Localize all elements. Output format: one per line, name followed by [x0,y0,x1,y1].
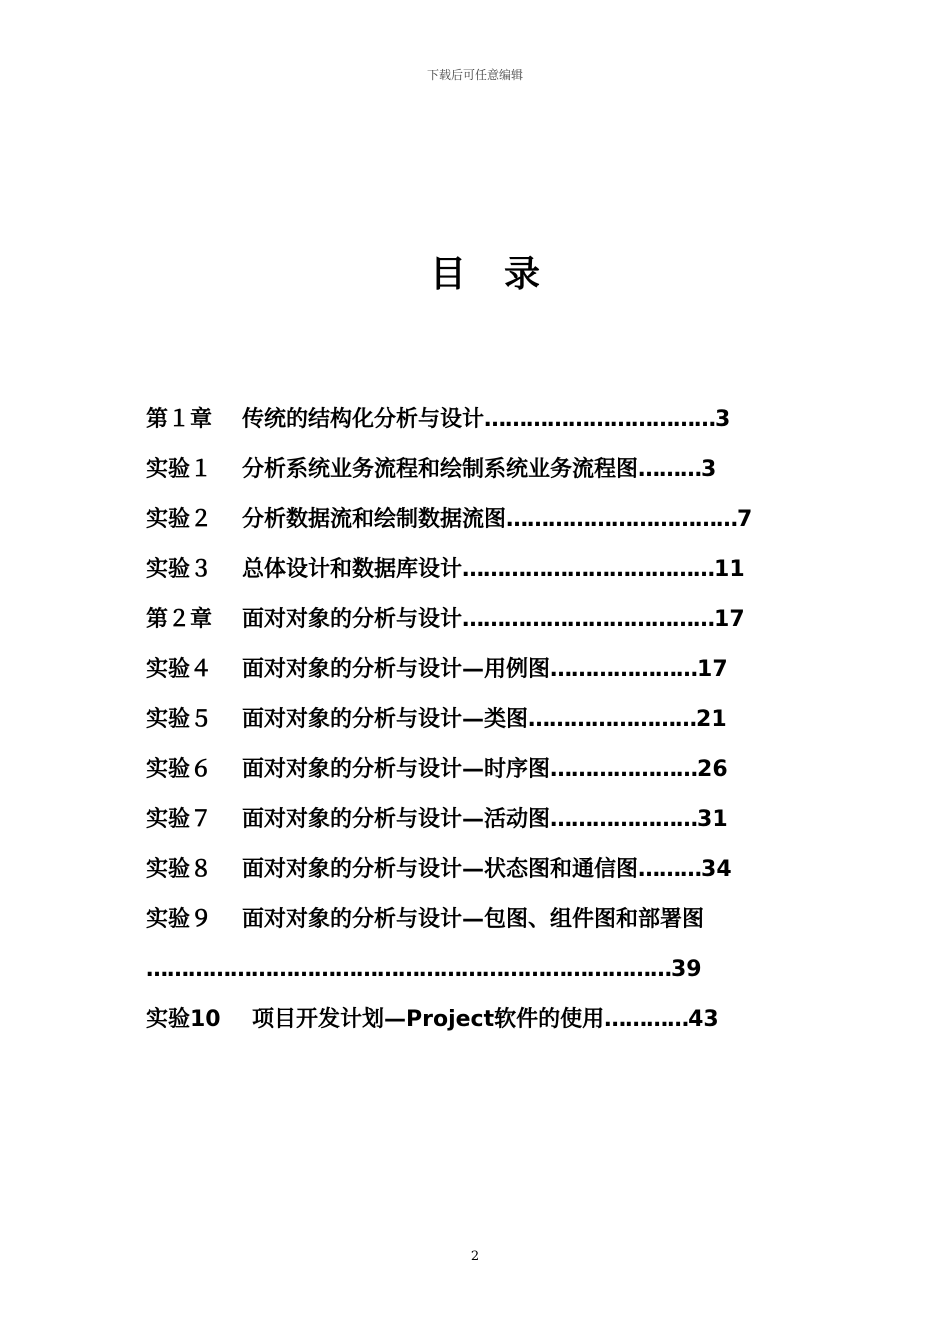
toc-entry-leader: ……………………………… [462,557,715,582]
toc-entry-title: 总体设计和数据库设计 [242,557,463,582]
toc-entry-title: 分析系统业务流程和绘制系统业务流程图 [242,457,639,482]
toc-entry[interactable] [146,995,816,1045]
toc-entry-title: 面对对象的分析与设计—包图、组件图和部署图 [242,907,705,932]
toc-entry-title: 面对对象的分析与设计—活动图 [242,807,551,832]
toc-entry-page: 26 [697,757,728,782]
table-of-contents [146,395,816,1045]
toc-entry-title: 面对对象的分析与设计—用例图 [242,657,551,682]
document-title: 目录 [429,254,578,295]
toc-entry-title: 面对对象的分析与设计—时序图 [242,757,551,782]
toc-entry-leader: ………………… [550,757,698,782]
toc-entry[interactable] [146,845,816,895]
toc-entry-leader: ………………………………………………………………… [146,957,671,982]
toc-entry[interactable] [146,645,816,695]
toc-entry[interactable] [146,395,816,445]
toc-entry-page: 21 [696,707,727,732]
toc-entry-page: 31 [697,807,728,832]
toc-entry[interactable] [146,545,816,595]
toc-entry-label: 实验４ [146,657,213,682]
toc-entry[interactable] [146,445,816,495]
toc-entry-page: 3 [715,407,731,432]
toc-entry-page: 17 [714,607,745,632]
toc-entry-label: 实验３ [146,557,213,582]
toc-entry-label: 实验10 [146,1007,221,1032]
toc-entry-label: 实验６ [146,757,213,782]
toc-entry-title: 传统的结构化分析与设计 [242,407,485,432]
toc-entry[interactable] [146,595,816,645]
toc-entry-label: 实验９ [146,907,213,932]
toc-entry-title: 面对对象的分析与设计—类图 [242,707,529,732]
toc-entry[interactable] [146,795,816,845]
toc-entry-page: 39 [671,957,702,982]
toc-entry-label: 第２章 [146,607,213,632]
toc-entry-leader: ………… [604,1007,689,1032]
page-header-note: 下载后可任意编辑 [426,68,523,82]
toc-entry-page: 11 [714,557,745,582]
toc-entry-label: 实验１ [146,457,213,482]
toc-entry-label: 实验７ [146,807,213,832]
page-number: 2 [470,1249,480,1264]
toc-entry-leader: …………………… [528,707,697,732]
toc-entry-leader: ………………… [550,807,698,832]
toc-entry-label: 实验２ [146,507,213,532]
toc-entry-leader: …………………………… [506,507,738,532]
toc-entry-label: 第１章 [146,407,213,432]
toc-entry-label: 实验８ [146,857,213,882]
toc-entry[interactable] [146,695,816,745]
toc-entry-leader: ……… [638,457,702,482]
toc-entry[interactable] [146,495,816,545]
toc-entry-title: 面对对象的分析与设计—状态图和通信图 [242,857,639,882]
toc-entry-title: 分析数据流和绘制数据流图 [242,507,507,532]
toc-entry-page: 7 [737,507,753,532]
toc-entry-title: 面对对象的分析与设计 [242,607,463,632]
toc-entry-page: 17 [697,657,728,682]
toc-entry-page: 3 [701,457,717,482]
toc-entry-label: 实验５ [146,707,213,732]
toc-entry-leader: …………………………… [484,407,716,432]
toc-entry[interactable] [146,895,816,945]
toc-entry-leader: ……………………………… [462,607,715,632]
toc-entry-page: 34 [701,857,732,882]
toc-entry-leader: ………………… [550,657,698,682]
toc-entry-page: 43 [688,1007,719,1032]
toc-entry[interactable] [146,745,816,795]
toc-entry-title: 项目开发计划—Project软件的使用 [252,1007,605,1032]
toc-entry[interactable] [146,945,816,995]
toc-entry-leader: ……… [638,857,702,882]
